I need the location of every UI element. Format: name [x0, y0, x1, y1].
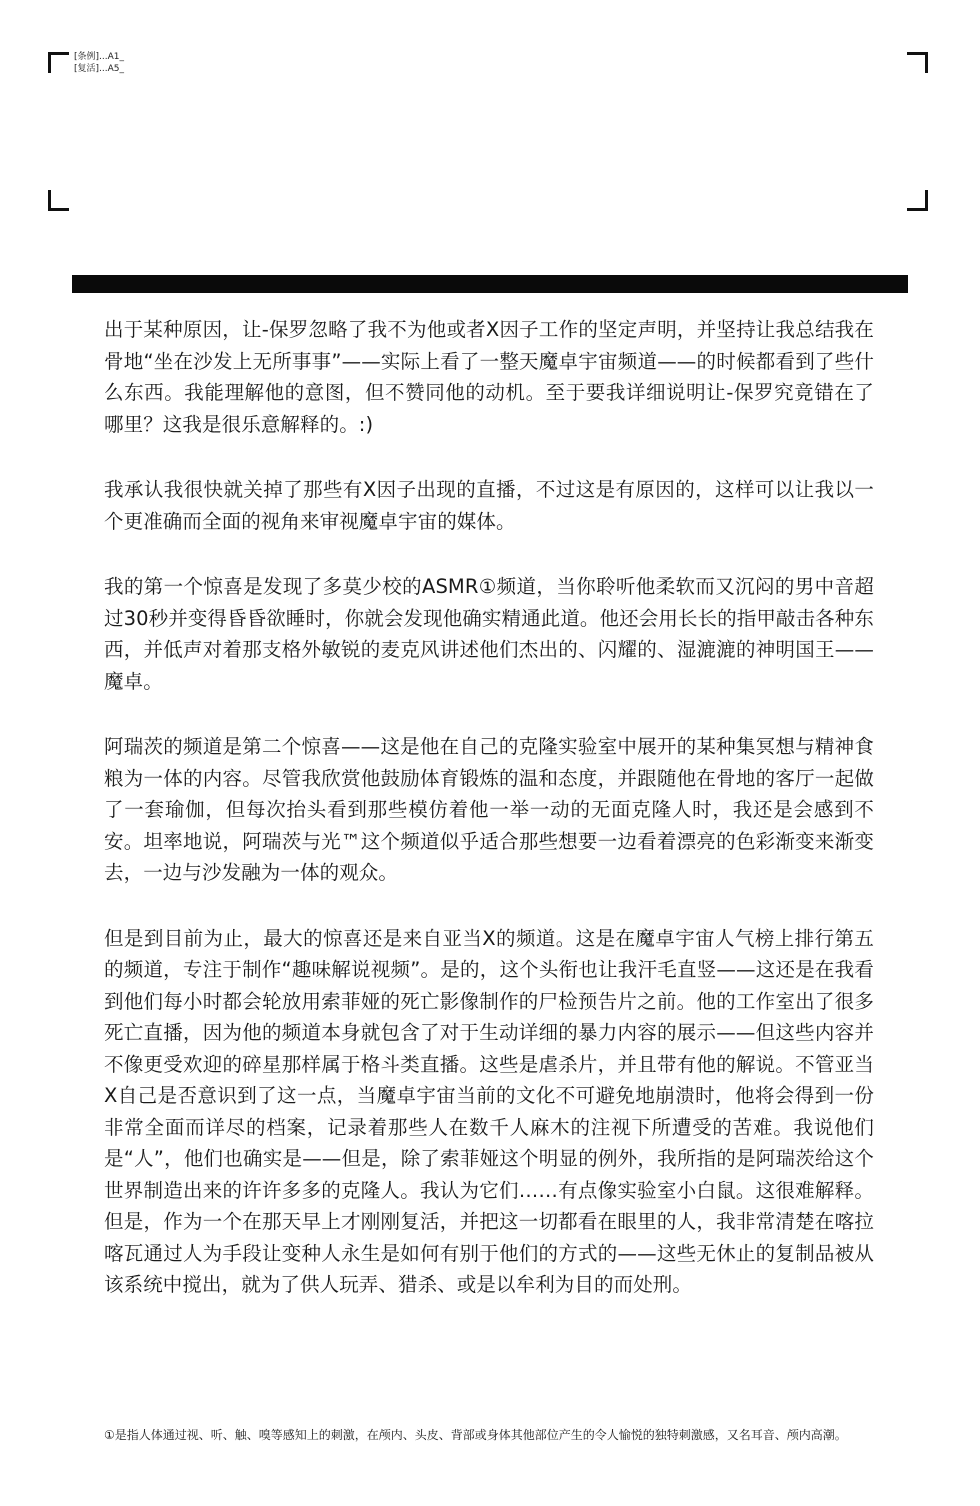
paragraph: 我承认我很快就关掉了那些有X因子出现的直播，不过这是有原因的，这样可以让我以一个更准确而全面的视角来审视魔卓宇宙的媒体。: [104, 478, 874, 533]
paragraph: 但是到目前为止，最大的惊喜还是来自亚当X的频道。这是在魔卓宇宙人气榜上排行第五的频道，专注于制作“趣味解说视频”。是的，这个头衔也让我汗毛直竖——这还是在我看到他们每小时都会轮放用索菲娅的死亡影像制作的尸检预告片之前。他的工作室出了很多死亡直播，因为他的频道本身就包含了对于生动详细的暴力内容的展示——但这些内容并不像更受欢迎的碎星那样属于格斗类直播。这些是虐杀片，并且带有他的解说。不管亚当X自己是否意识到了这一点，当魔卓宇宙当前的文化不可避免地崩溃时，他将会得到一份非常全面而详尽的档案，记录着那些人在数千人麻木的注视下所遭受的苦难。我说他们是“人”，他们也确实是——但是，除了索菲娅这个明显的例外，我所指的是阿瑞茨给这个世界制造出来的许许多多的克隆人。我认为它们……有点像实验室小白鼠。这很难解释。但是，作为一个在那天早上才刚刚复活，并把这一切都看在眼里的人，我非常清楚在喀拉喀瓦通过人为手段让变种人永生是如何有别于他们的方式的——这些无休止的复制品被从该系统中搅出，就为了供人玩弄、猎杀、或是以牟利为目的而处刑。: [104, 926, 874, 1296]
header-label-1: [条例]...A1_: [74, 52, 124, 62]
crop-mark-top-left: [48, 52, 69, 73]
paragraph: 我的第一个惊喜是发现了多莫少校的ASMR①频道，当你聆听他柔软而又沉闷的男中音超过30秒并变得昏昏欲睡时，你就会发现他确实精通此道。他还会用长长的指甲敲击各种东西，并低声对着那支格外敏锐的麦克风讲述他们杰出的、闪耀的、湿漉漉的神明国王——魔卓。: [104, 575, 874, 693]
footnote: ①是指人体通过视、听、触、嗅等感知上的刺激，在颅内、头皮、背部或身体其他部位产生的令人愉悦的独特刺激感，又名耳音、颅内高潮。: [104, 1428, 847, 1442]
paragraph: 阿瑞茨的频道是第二个惊喜——这是他在自己的克隆实验室中展开的某种集冥想与精神食粮为一体的内容。尽管我欣赏他鼓励体育锻炼的温和态度，并跟随他在骨地的客厅一起做了一套瑜伽，但每次抬头看到那些模仿着他一举一动的无面克隆人时，我还是会感到不安。坦率地说，阿瑞茨与光™这个频道似乎适合那些想要一边看着漂亮的色彩渐变来渐变去，一边与沙发融为一体的观众。: [104, 735, 874, 884]
article-body: [104, 314, 874, 1335]
crop-mark-bottom-left: [48, 190, 69, 211]
crop-mark-top-right: [907, 52, 928, 73]
crop-mark-bottom-right: [907, 190, 928, 211]
header-divider-bar: [72, 275, 908, 293]
paragraph: 出于某种原因，让-保罗忽略了我不为他或者X因子工作的坚定声明，并坚持让我总结我在骨地“坐在沙发上无所事事”——实际上看了一整天魔卓宇宙频道——的时候都看到了些什么东西。我能理解他的意图，但不赞同他的动机。至于要我详细说明让-保罗究竟错在了哪里？这我是很乐意解释的。:): [104, 318, 874, 436]
header-label-2: [复活]...A5_: [74, 64, 124, 74]
header-labels: [74, 51, 124, 75]
